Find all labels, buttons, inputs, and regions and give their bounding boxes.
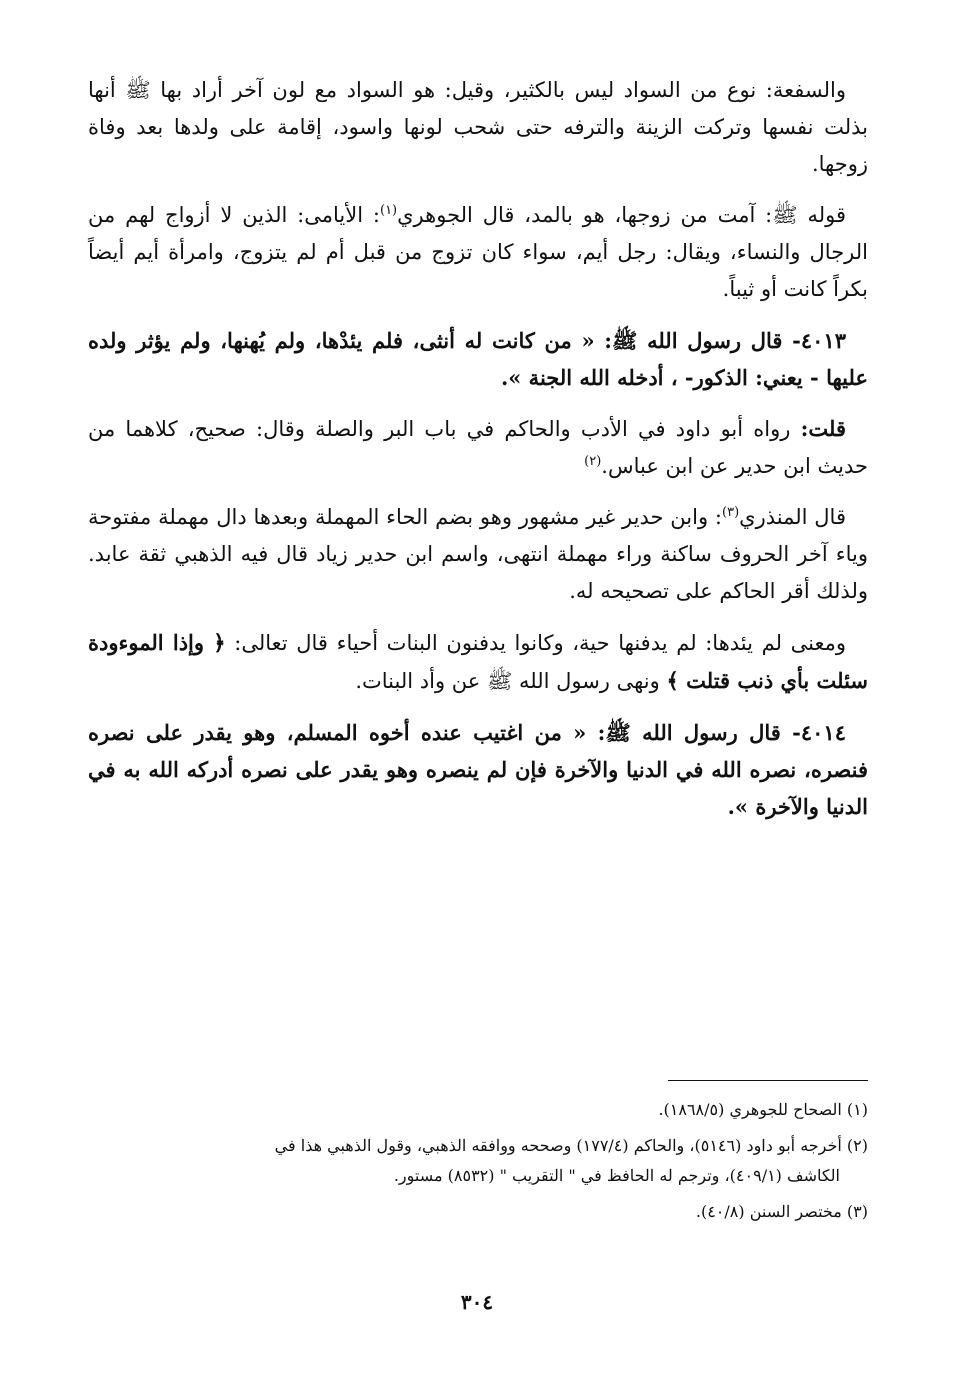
footnote-2-line-b: الكاشف (٤٠٩/١)، وترجم له الحافظ في " التقريب " (٨٥٣٢) مستور.: [393, 1166, 840, 1185]
paragraph-meaning-text-a: ومعنى لم يئدها: لم يدفنها حية، وكانوا يدفنون البنات أحياء قال تعالى:: [234, 631, 847, 655]
paragraph-mundhiri-text-a: قال المنذري: [739, 505, 846, 529]
hadith-4014: [88, 714, 868, 825]
paragraph-sufah-text: والسفعة: نوع من السواد ليس بالكثير، وقيل: هو السواد مع لون آخر أراد بها ﷺ أنها بذلت نفسها وتركت الزينة والترفه حتى شحب لونها واسود، إقامة على ولدها بعد وفاة زوجها.: [88, 78, 868, 176]
paragraph-mundhiri: [88, 499, 868, 610]
footnotes: [88, 1095, 868, 1233]
footnote-2: [88, 1131, 868, 1191]
footnote-2-line-a: (٢) أخرجه أبو داود (٥١٤٦)، والحاكم (١٧٧/٤) وصححه ووافقه الذهبي، وقول الذهبي هذا في: [274, 1136, 868, 1155]
hadith-4013: [88, 322, 868, 396]
page-number: ٣٠٤: [460, 1290, 494, 1314]
hadith-4013-text: ٤٠١٣- قال رسول الله ﷺ: « من كانت له أنثى، فلم يئدْها، ولم يُهنها، ولم يؤثر ولده عليها - يعني: الذكور- ، أدخله الله الجنة ».: [88, 328, 868, 390]
quran-verse: ﴿ وإذا الموءودة سئلت بأي ذنب قتلت ﴾: [88, 630, 868, 693]
paragraph-amat: [88, 197, 868, 308]
footnote-1: (١) الصحاح للجوهري (١٨٦٨/٥).: [658, 1100, 868, 1119]
paragraph-qultu: [88, 410, 868, 485]
paragraph-amat-text-b: : الأيامى: الذين لا أزواج لهم من الرجال والنساء، ويقال: رجل أيم، سواء كان تزوج من قبل أم لم يتزوج، وامرأة أيم أيضاً بكراً كانت أو ثيباً.: [88, 203, 868, 301]
paragraph-sufah: [88, 72, 868, 183]
footnote-ref-3[interactable]: (٣): [722, 505, 740, 520]
qultu-label: قلت:: [800, 416, 846, 441]
paragraph-qultu-text: رواه أبو داود في الأدب والحاكم في باب البر والصلة وقال: صحيح، كلاهما من حديث ابن حدير عن ابن عباس.: [88, 417, 868, 478]
footnote-ref-2[interactable]: (٢): [584, 454, 602, 469]
hadith-4014-text: ٤٠١٤- قال رسول الله ﷺ: « من اغتيب عنده أخوه المسلم، وهو يقدر على نصره فنصره، نصره الله في الدنيا والآخرة فإن لم ينصره وهو يقدر على نصره أدركه الله به في الدنيا والآخرة ».: [88, 720, 868, 819]
footnote-3: (٣) مختصر السنن (٤٠/٨).: [695, 1202, 868, 1221]
paragraph-mundhiri-text-b: : وابن حدير غير مشهور وهو بضم الحاء المهملة وبعدها دال مهملة مفتوحة وياء آخر الحروف ساكنة وراء مهملة انتهى، واسم ابن حدير زياد قال فيه الذهبي ثقة عابد. ولذلك أقر الحاكم على تصحيحه له.: [88, 505, 868, 603]
footnote-divider: [668, 1080, 868, 1081]
main-text: [88, 72, 868, 839]
paragraph-meaning: [88, 624, 868, 700]
paragraph-meaning-text-b: ونهى رسول الله ﷺ عن وأد البنات.: [355, 669, 660, 693]
footnote-ref-1[interactable]: (١): [379, 203, 398, 218]
paragraph-amat-text-a: قوله ﷺ: آمت من زوجها، هو بالمد، قال الجوهري: [397, 203, 846, 227]
